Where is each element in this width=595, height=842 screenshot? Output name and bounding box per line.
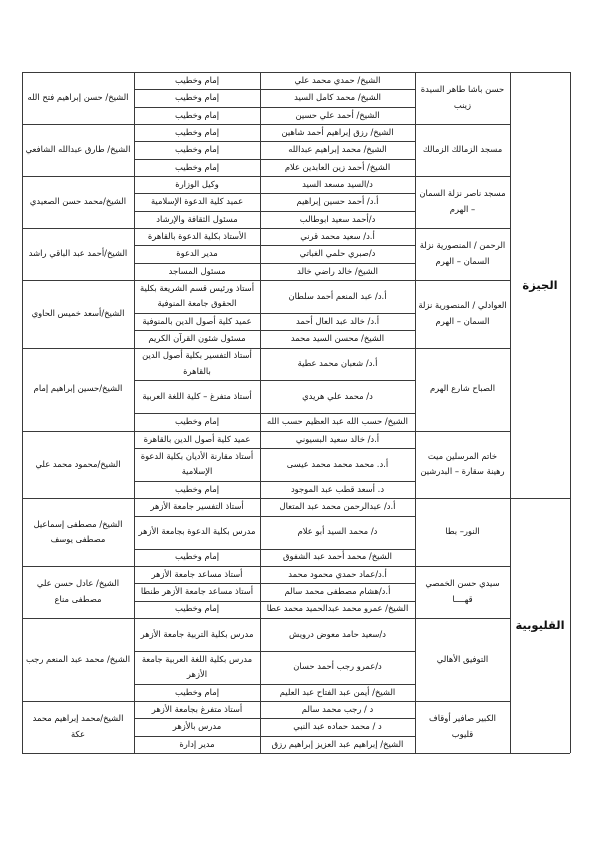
column-rule	[134, 124, 135, 176]
participant-role: إمام وخطيب	[174, 92, 220, 103]
participant-role: مدير إدارة	[179, 738, 215, 749]
participant-role: وكيل الوزارة	[175, 178, 219, 189]
participant-role: أستاذ متفرغ بجامعة الأزهر	[151, 703, 243, 714]
column-rule	[134, 701, 135, 753]
column-rule	[260, 498, 261, 566]
column-rule	[134, 566, 135, 618]
participant-name: د/ محمد علي هريدي	[302, 391, 373, 402]
supervisor-name: الشيخ/ حسن إبراهيم فتح الله	[27, 92, 129, 103]
supervisor-name: الشيخ/ مصطفى إسماعيل مصطفى يوسف	[33, 518, 123, 545]
participant-role: إمام وخطيب	[174, 416, 220, 427]
participant-role: عميد كلية الدعوة الإسلامية	[150, 196, 244, 207]
participant-name: الشيخ/ حسب الله عبد العظيم حسب الله	[267, 416, 408, 427]
supervisor-name: الشيخ/ طارق عبدالله الشافعي	[25, 144, 131, 155]
participant-name: الشيخ/ محمد أحمد عبد الشفوق	[283, 551, 392, 562]
column-rule	[260, 124, 261, 176]
column-rule	[415, 176, 416, 228]
participant-role: أستاذ التفسير جامعة الأزهر	[150, 501, 244, 512]
supervisor-name: الشيخ/حسين إبراهيم إمام	[33, 383, 123, 394]
mosque-name: سيدي حسن الخمصي قهــــا	[425, 578, 500, 604]
column-rule	[260, 348, 261, 431]
column-rule	[260, 618, 261, 701]
mosque-name: النور– بطا	[445, 526, 480, 537]
column-rule	[260, 228, 261, 280]
participant-role: أستاذ مساعد جامعة الأزهر	[151, 568, 243, 579]
column-rule	[415, 280, 416, 348]
column-rule	[22, 72, 23, 753]
participant-role: إمام وخطيب	[174, 161, 220, 172]
participant-name: الشيخ/ محمد إبراهيم عبدالله	[288, 144, 387, 155]
mosque-name: خاتم المرسلين ميت رهينة سقارة – البدرشين	[420, 450, 505, 477]
participant-role: مدرس بالأزهر	[172, 721, 222, 732]
participant-name: أ.د/ أحمد حسين إبراهيم	[296, 196, 379, 207]
participant-name: د/صبري حلمي الغباتي	[299, 248, 376, 259]
participant-name: د / رجب محمد سالم	[301, 703, 374, 714]
participant-name: د. أسعد قطب عبد الموجود	[290, 483, 385, 494]
participant-name: أ.د. محمد محمد محمد عيسى	[286, 458, 389, 469]
column-rule	[415, 348, 416, 431]
supervisor-name: الشيخ/محمد إبراهيم محمد عكة	[32, 713, 124, 739]
column-rule	[260, 566, 261, 618]
column-rule	[415, 124, 416, 176]
column-rule	[134, 618, 135, 701]
participant-role: أستاذ التفسير بكلية أصول الدين بالقاهرة	[142, 350, 252, 376]
participant-name: أ.د/ خالد عبد العال أحمد	[295, 315, 380, 326]
participant-role: أستاذ ورئيس قسم الشريعة بكلية الحقوق جامعة المنوفية	[139, 282, 255, 309]
participant-name: د / محمد حماده عبد النبي	[293, 721, 382, 732]
program-table	[22, 72, 570, 753]
mosque-name: حسن باشا طاهر السيدة زينب	[420, 84, 505, 110]
column-rule	[415, 701, 416, 753]
participant-role: إمام وخطيب	[174, 603, 220, 614]
participant-role: أستاذ مقارنة الأديان بكلية الدعوة الإسلامية	[140, 450, 254, 477]
participant-role: إمام وخطيب	[174, 483, 220, 494]
participant-role: مدرس بكلية التربية جامعة الأزهر	[140, 628, 254, 639]
participant-name: د/ محمد السيد أبو علام	[297, 526, 378, 537]
participant-role: مسئول شئون القرآن الكريم	[148, 333, 246, 344]
supervisor-name: الشيخ/أسعد خميس الحاوي	[31, 307, 125, 318]
mosque-name: الصباح شارع الهرم	[429, 383, 496, 394]
participant-name: الشيخ/ عمرو محمد عبدالحميد محمد عطا	[266, 603, 409, 614]
participant-name: أ.د/هشام مصطفى محمد سالم	[284, 586, 391, 597]
column-rule	[415, 566, 416, 618]
participant-name: د/السيد مسعد السيد	[302, 178, 373, 189]
column-rule	[134, 348, 135, 431]
participant-name: أ.د/ خالد سعيد البسيوني	[295, 433, 380, 444]
participant-name: الشيخ/ حمدي محمد علي	[294, 74, 381, 85]
column-rule	[134, 228, 135, 280]
participant-role: إمام وخطيب	[174, 74, 220, 85]
governorate-name: القليوبية	[515, 617, 565, 632]
participant-name: الشيخ/ أحمد زين العابدين علام	[284, 161, 391, 172]
participant-role: مسئول الثقافة والإرشاد	[156, 213, 238, 224]
participant-role: إمام وخطيب	[174, 144, 220, 155]
column-rule	[260, 431, 261, 499]
participant-name: الشيخ/ أيمن عبد الفتاح عبد العليم	[279, 686, 396, 697]
column-rule	[260, 72, 261, 124]
participant-name: أ.د/ شعبان محمد عطية	[297, 358, 378, 369]
column-rule	[134, 72, 135, 124]
governorate-name: الجيزة	[522, 277, 558, 292]
participant-name: د/سعيد حامد معوض درويش	[289, 628, 386, 639]
column-rule	[415, 618, 416, 701]
column-rule	[415, 498, 416, 566]
participant-role: إمام وخطيب	[174, 126, 220, 137]
participant-role: مدرس بكلية اللغة العربية جامعة الأزهر	[141, 653, 253, 680]
participant-role: مدرس بكلية الدعوة بجامعة الأزهر	[138, 526, 256, 537]
column-rule	[260, 701, 261, 753]
participant-name: الشيخ/ أحمد علي حسين	[295, 109, 380, 120]
participant-name: الشيخ/ خالد راضي خالد	[297, 265, 378, 276]
supervisor-name: الشيخ/ محمد عبد المنعم رجب	[25, 653, 131, 664]
participant-role: الأستاذ بكلية الدعوة بالقاهرة	[147, 230, 247, 241]
row-rule	[510, 753, 570, 754]
mosque-name: مسجد ناصر نزلة السمان – الهرم	[419, 188, 506, 214]
participant-name: أ.د/ سعيد محمد قرني	[300, 230, 375, 241]
participant-role: أستاذ متفرغ – كلية اللغة العربية	[142, 391, 252, 402]
supervisor-name: الشيخ/محمود محمد علي	[35, 458, 121, 469]
mosque-name: التوفيق الأهالي	[436, 653, 489, 664]
participant-role: مدير الدعوة	[176, 248, 218, 259]
participant-name: الشيخ/ إبراهيم عبد العزيز إبراهيم رزق	[271, 738, 404, 749]
column-rule	[415, 228, 416, 280]
supervisor-name: الشيخ/أحمد عبد الباقي راشد	[28, 248, 128, 259]
participant-name: الشيخ/ محسن السيد محمد	[290, 333, 385, 344]
column-rule	[415, 72, 416, 124]
participant-name: أ.د/ عبد المنعم أحمد سلطان	[288, 290, 387, 301]
mosque-name: الكبير صافير أوقاف قليوب	[429, 713, 496, 739]
participant-role: أستاذ مساعد جامعة الأزهر طنطا	[140, 586, 254, 597]
participant-role: إمام وخطيب	[174, 551, 220, 562]
column-rule	[570, 72, 571, 753]
mosque-name: الرحمن / المنصورية نزلة السمان – الهرم	[419, 240, 506, 266]
column-rule	[510, 72, 511, 753]
participant-name: الشيخ/ رزق إبراهيم أحمد شاهين	[281, 126, 394, 137]
participant-name: د/عمرو رجب أحمد حسان	[293, 661, 382, 672]
row-rule	[22, 753, 510, 754]
supervisor-name: الشيخ/ عادل حسن علي مصطفى مناع	[36, 578, 120, 604]
participant-role: إمام وخطيب	[174, 686, 220, 697]
column-rule	[134, 431, 135, 499]
column-rule	[260, 176, 261, 228]
participant-role: إمام وخطيب	[174, 109, 220, 120]
mosque-name: مسجد الزمالك الزمالك	[422, 144, 503, 155]
mosque-name: العوادلي / المنصورية نزلة السمان – الهرم	[418, 300, 507, 326]
participant-name: الشيخ/ محمد كامل السيد	[294, 92, 381, 103]
participant-role: عميد كلية أصول الدين بالقاهرة	[143, 433, 251, 444]
participant-name: د/أحمد سعيد ابوطالب	[299, 213, 376, 224]
column-rule	[415, 431, 416, 499]
column-rule	[134, 176, 135, 228]
participant-role: عميد كلية أصول الدين بالمنوفية	[142, 315, 252, 326]
participant-name: أ.د/عماد حمدي محمود محمد	[288, 568, 387, 579]
column-rule	[134, 498, 135, 566]
supervisor-name: الشيخ/محمد حسن الصعيدي	[29, 196, 127, 207]
participant-role: مسئول المساجد	[168, 265, 226, 276]
participant-name: أ.د/ عبدالرحمن محمد عبد المتعال	[279, 501, 396, 512]
